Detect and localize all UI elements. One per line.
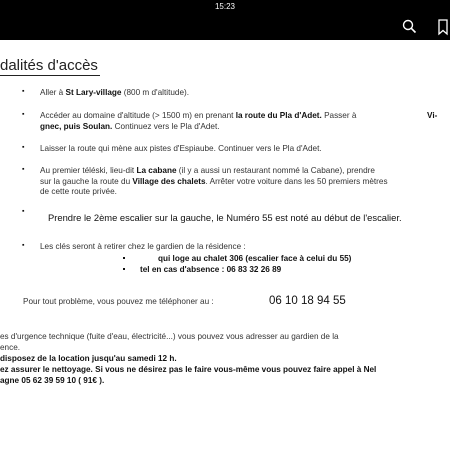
footer-line: es d'urgence technique (fuite d'eau, électricité...) vous pouvez vous adresser au gardien de la	[0, 332, 339, 341]
list-item	[40, 111, 356, 121]
bullet-icon: ▪	[22, 242, 25, 249]
list-item	[40, 166, 375, 176]
list-item: Les clés seront à retirer chez le gardien de la résidence :	[40, 242, 246, 251]
text: (il y a aussi un restaurant nommé la Cabane), prendre	[176, 166, 375, 175]
search-icon[interactable]	[400, 17, 420, 37]
list-item: Laisser la route qui mène aux pistes d'Espiaube. Continuer vers le Pla d'Adet.	[40, 144, 322, 153]
phone-number: 06 10 18 94 55	[269, 295, 346, 307]
text: sur la gauche la route du	[40, 177, 133, 186]
text: . Arrêter votre voiture dans les 50 premiers mètres	[205, 177, 388, 186]
bullet-icon: ▪	[22, 144, 25, 151]
document-page	[0, 40, 450, 450]
list-item-line	[40, 122, 220, 132]
list-item	[40, 88, 189, 98]
text-bold: gnec, puis Soulan.	[40, 122, 113, 131]
text: Accéder au domaine d'altitude (> 1500 m) en prenant	[40, 111, 236, 120]
text-bold: la route du Pla d'Adet.	[235, 111, 322, 120]
bullet-icon: ▪	[22, 208, 25, 215]
status-time: 15:23	[214, 2, 236, 11]
bullet-icon: ▪	[22, 88, 25, 95]
text-bold: La cabane	[136, 166, 177, 175]
bullet-icon: ▪	[22, 166, 25, 173]
sub-bullet-icon	[123, 268, 125, 270]
footer-line: ez assurer le nettoyage. Si vous ne désirez pas le faire vous-même vous pouvez faire appel à Nel	[0, 365, 377, 374]
page-title: dalités d'accès	[0, 57, 98, 74]
text: (800 m d'altitude).	[121, 88, 190, 97]
list-item-line: de cette route privée.	[40, 187, 117, 196]
text: Continuez vers le Pla d'Adet.	[112, 122, 220, 131]
footer-line: disposez de la location jusqu'au samedi 12 h.	[0, 354, 177, 363]
title-underline	[0, 75, 100, 76]
bookmark-icon[interactable]	[433, 17, 450, 37]
text: Passer à	[321, 111, 357, 120]
reader-toolbar	[0, 14, 450, 40]
sub-item: qui loge au chalet 306 (escalier face à celui du 55)	[158, 254, 352, 263]
list-item-highlight: Prendre le 2ème escalier sur la gauche, le Numéro 55 est noté au début de l'escalier.	[48, 212, 402, 223]
footer-line: agne 05 62 39 59 10 ( 91€ ).	[0, 376, 105, 385]
list-item-line	[40, 177, 388, 187]
sub-item: tel en cas d'absence : 06 83 32 26 89	[140, 265, 282, 274]
text: Au premier téléski, lieu-dit	[40, 166, 137, 175]
status-bar	[0, 0, 450, 14]
problem-text: Pour tout problème, vous pouvez me téléphoner au :	[23, 297, 214, 306]
text-bold: Vi-	[427, 111, 438, 120]
text: Aller à	[40, 88, 66, 97]
text-bold: Village des chalets	[132, 177, 206, 186]
footer-line: ence.	[0, 343, 21, 352]
sub-bullet-icon	[123, 257, 125, 259]
text-bold: St Lary-village	[65, 88, 122, 97]
bullet-icon: ▪	[22, 111, 25, 118]
